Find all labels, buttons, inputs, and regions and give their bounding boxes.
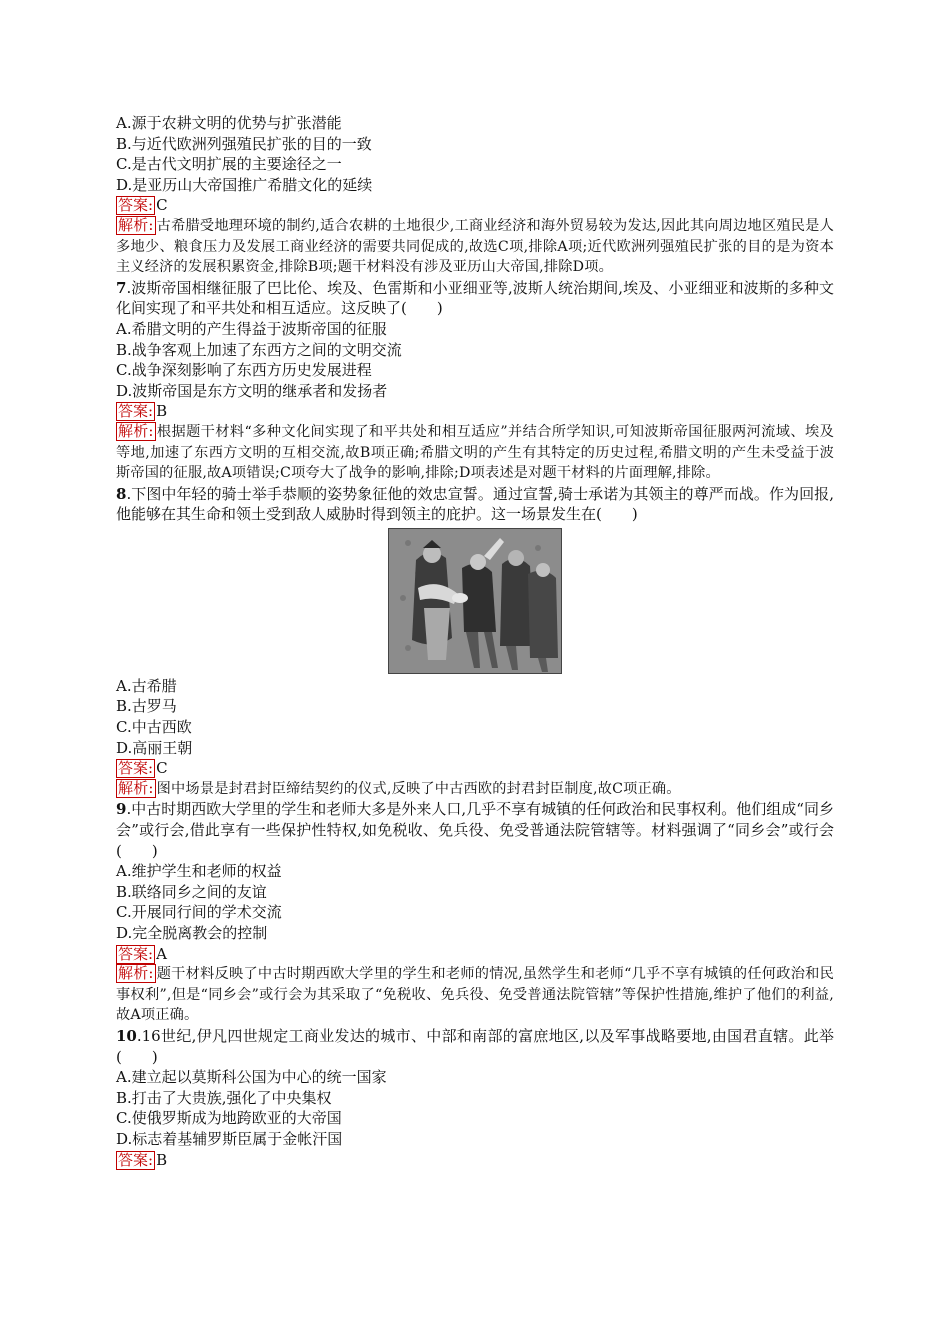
question-number: 8 xyxy=(116,484,127,503)
answer-value: A xyxy=(156,944,167,963)
explanation-text: 根据题干材料“多种文化间实现了和平共处和相互适应”并结合所学知识,可知波斯帝国征服两河流域、埃及等地,加速了东西方文明的互相交流,故B项正确;希腊文明的产生有其特定的历史过程,希腊文明的产生未受益于波斯帝国的征服,故A项错误;C项夸大了战争的影响,排除;D项表述是对题干材料的片面理解,排除。 xyxy=(116,423,834,482)
explanation-label: 解析: xyxy=(118,778,154,797)
homage-image xyxy=(388,528,562,674)
answer-value: B xyxy=(156,1150,168,1169)
option-d: D.高丽王朝 xyxy=(116,738,193,757)
question-stem xyxy=(116,484,834,525)
option-d: D.标志着基辅罗斯臣属于金帐汗国 xyxy=(116,1129,343,1148)
answer-value: B xyxy=(156,402,168,421)
option-a: A.建立起以莫斯科公国为中心的统一国家 xyxy=(116,1068,387,1087)
answer-line xyxy=(116,944,834,965)
answer-label: 答案: xyxy=(118,759,154,778)
document-content xyxy=(116,113,834,1170)
answer-line xyxy=(116,401,834,422)
explanation xyxy=(116,216,834,278)
question-6 xyxy=(116,113,834,278)
answer-label: 答案: xyxy=(118,402,154,421)
question-number: 9 xyxy=(116,800,127,819)
question-stem xyxy=(116,1026,834,1067)
answer-line xyxy=(116,758,834,779)
question-text: .中古时期西欧大学里的学生和老师大多是外来人口,几乎不享有城镇的任何政治和民事权利。他们组成“同乡会”或行会,借此享有一些保护性特权,如免税收、免兵役、免受普通法院管辖等。材料强调了“同乡会”或行会( ) xyxy=(116,800,834,860)
question-10 xyxy=(116,1026,834,1170)
option-c: C.中古西欧 xyxy=(116,718,192,737)
answer-label: 答案: xyxy=(118,944,154,963)
option-c: C.战争深刻影响了东西方历史发展进程 xyxy=(116,361,372,380)
explanation-label: 解析: xyxy=(118,964,154,983)
explanation xyxy=(116,422,834,484)
option-c: C.使俄罗斯成为地跨欧亚的大帝国 xyxy=(116,1109,342,1128)
option-d: D.波斯帝国是东方文明的继承者和发扬者 xyxy=(116,381,388,400)
explanation xyxy=(116,779,834,800)
explanation-text: 古希腊受地理环境的制约,适合农耕的土地很少,工商业经济和海外贸易较为发达,因此其向周边地区殖民是人多地少、粮食压力及发展工商业经济的需要共同促成的,故选C项,排除A项;近代欧洲列强殖民扩张的目的是为资本主义经济的发展积累资金,排除B项;题干材料没有涉及亚历山大帝国,排除D项。 xyxy=(116,217,834,276)
explanation-text: 题干材料反映了中古时期西欧大学里的学生和老师的情况,虽然学生和老师“几乎不享有城镇的任何政治和民事权利”,但是“同乡会”或行会为其采取了“免税收、免兵役、免受普通法院管辖”等保护性措施,维护了他们的利益,故A项正确。 xyxy=(116,966,834,1024)
option-a: A.古希腊 xyxy=(116,676,177,695)
answer-label: 答案: xyxy=(118,196,154,215)
option-c: C.是古代文明扩展的主要途径之一 xyxy=(116,155,342,174)
question-7 xyxy=(116,278,834,484)
answer-line xyxy=(116,195,834,216)
question-stem xyxy=(116,799,834,861)
option-a: A.希腊文明的产生得益于波斯帝国的征服 xyxy=(116,319,387,338)
explanation-label: 解析: xyxy=(118,215,154,234)
option-b: B.与近代欧洲列强殖民扩张的目的一致 xyxy=(116,134,372,153)
option-a: A.源于农耕文明的优势与扩张潜能 xyxy=(116,114,342,132)
question-text: .波斯帝国相继征服了巴比伦、埃及、色雷斯和小亚细亚等,波斯人统治期间,埃及、小亚细亚和波斯的多种文化间实现了和平共处和相互适应。这反映了( ) xyxy=(116,278,834,318)
option-c: C.开展同行间的学术交流 xyxy=(116,903,282,922)
explanation-label: 解析: xyxy=(118,421,154,440)
explanation xyxy=(116,964,834,1026)
option-d: D.完全脱离教会的控制 xyxy=(116,924,268,942)
homage-illustration xyxy=(116,528,834,674)
answer-line xyxy=(116,1150,834,1171)
answer-label: 答案: xyxy=(118,1150,154,1169)
option-a: A.维护学生和老师的权益 xyxy=(116,862,282,881)
answer-value: C xyxy=(156,196,168,215)
question-text: .下图中年轻的骑士举手恭顺的姿势象征他的效忠宣誓。通过宣誓,骑士承诺为其领主的尊严而战。作为回报,他能够在其生命和领土受到敌人威胁时得到领主的庇护。这一场景发生在( ) xyxy=(116,484,834,524)
question-9 xyxy=(116,799,834,1026)
question-number: 10 xyxy=(116,1026,137,1045)
explanation-text: 图中场景是封君封臣缔结契约的仪式,反映了中古西欧的封君封臣制度,故C项正确。 xyxy=(156,780,681,797)
question-8 xyxy=(116,484,834,800)
answer-value: C xyxy=(156,759,168,778)
option-b: B.战争客观上加速了东西方之间的文明交流 xyxy=(116,340,402,359)
option-b: B.联络同乡之间的友谊 xyxy=(116,882,267,901)
option-b: B.打击了大贵族,强化了中央集权 xyxy=(116,1088,332,1107)
question-number: 7 xyxy=(116,278,127,297)
question-text: .16世纪,伊凡四世规定工商业发达的城市、中部和南部的富庶地区,以及军事战略要地,由国君直辖。此举( ) xyxy=(116,1026,834,1066)
option-b: B.古罗马 xyxy=(116,697,177,716)
question-stem xyxy=(116,278,834,319)
option-d: D.是亚历山大帝国推广希腊文化的延续 xyxy=(116,175,373,194)
